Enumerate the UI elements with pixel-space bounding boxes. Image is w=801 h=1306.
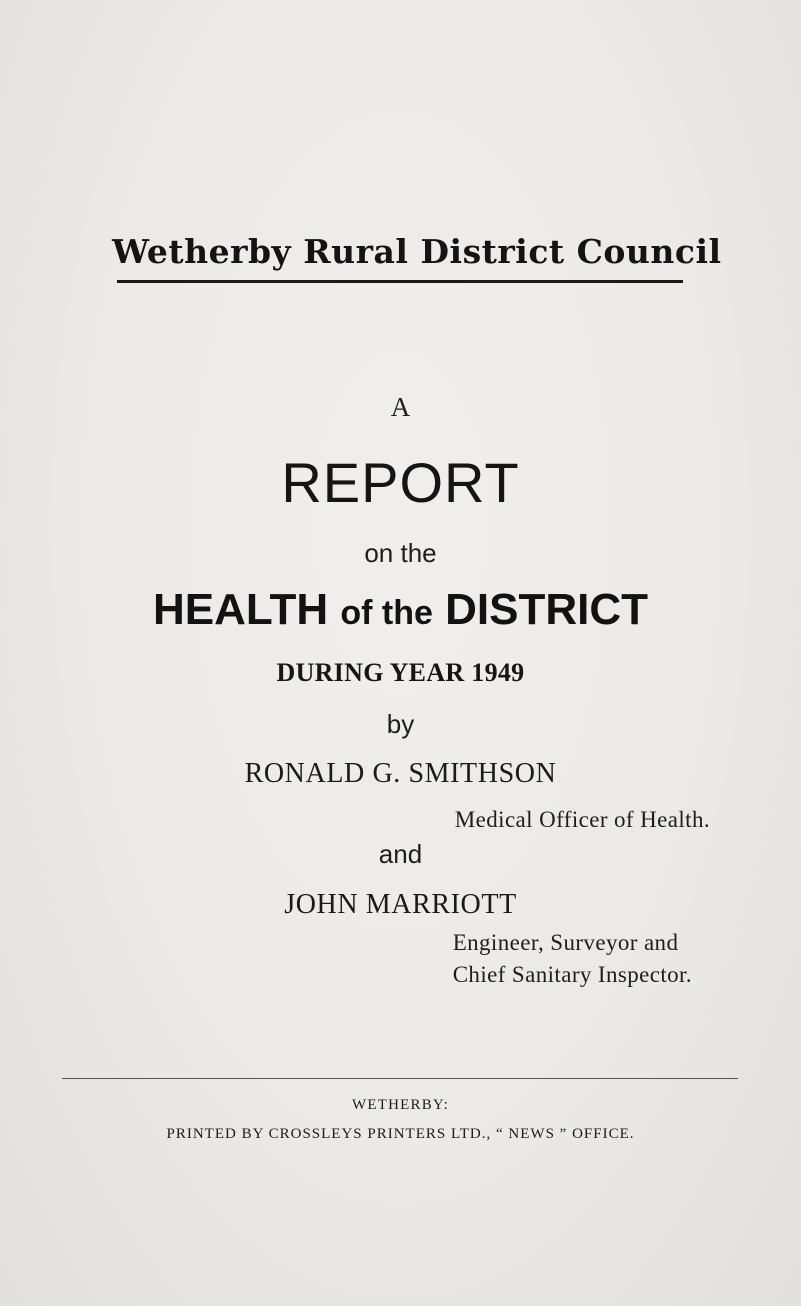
imprint-divider	[62, 1078, 738, 1079]
heading-underline	[117, 280, 683, 283]
and-text: and	[378, 839, 423, 869]
imprint-place: WETHERBY:	[352, 1097, 449, 1113]
author1-name: RONALD G. SMITHSON	[244, 758, 557, 789]
article-a: A	[390, 392, 411, 422]
report-title: REPORT	[281, 451, 520, 514]
of-the-words: of the	[340, 594, 433, 632]
author2-title	[453, 927, 692, 991]
by-text: by	[386, 709, 415, 739]
year-line: DURING YEAR 1949	[276, 658, 525, 687]
health-of-district-title	[0, 585, 801, 635]
council-heading: Wetherby Rural District Council	[112, 232, 722, 271]
author2-title-line1: Engineer, Surveyor and	[452, 930, 679, 955]
author1-title: Medical Officer of Health.	[454, 807, 710, 832]
district-word: DISTRICT	[445, 585, 649, 634]
author2-name: JOHN MARRIOTT	[284, 889, 517, 920]
author2-title-line2: Chief Sanitary Inspector.	[452, 962, 692, 987]
imprint-printer: PRINTED BY CROSSLEYS PRINTERS LTD., “ NEWS ” OFFICE.	[166, 1126, 635, 1142]
on-the-text: on the	[364, 538, 437, 568]
health-word: HEALTH	[152, 585, 329, 634]
